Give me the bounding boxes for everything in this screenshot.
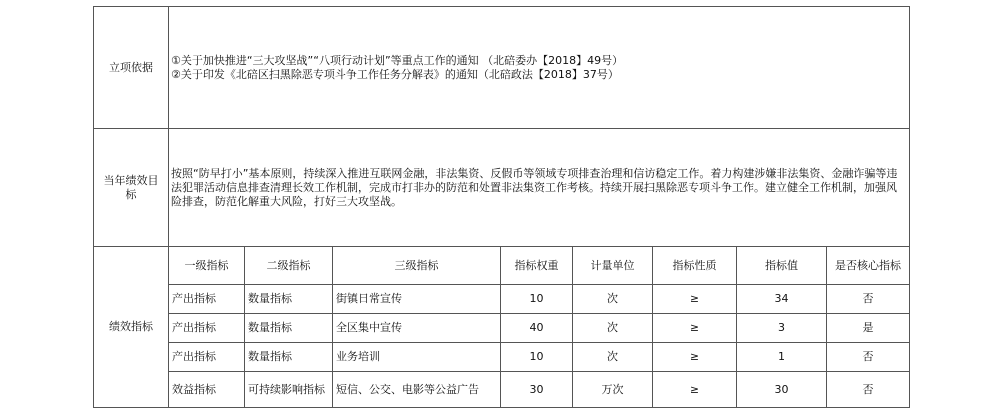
table-cell: 数量指标 xyxy=(245,314,333,343)
header-cell: 指标值 xyxy=(737,247,827,285)
table-cell: 30 xyxy=(737,372,827,408)
table-cell: 40 xyxy=(501,314,573,343)
table-cell: 万次 xyxy=(573,372,653,408)
header-cell: 是否核心指标 xyxy=(827,247,910,285)
target-content: 按照“防早打小”基本原则，持续深入推进互联网金融，非法集资、反假币等领域专项排查治理和信访稳定工作。着力构建涉嫌非法集资、金融诈骗等违法犯罪活动信息排查清理长效工作机制，完成市打非办的防范和处置非法集资工作考核。持续开展扫黑除恶专项斗争工作。建立健全工作机制，加强风险排查，防范化解重大风险，打好三大攻坚战。 xyxy=(169,129,910,247)
basis-line: ①关于加快推进“三大攻坚战”“八项行动计划”等重点工作的通知 （北碚委办【2018】49号） xyxy=(171,53,624,67)
table-cell: 34 xyxy=(737,285,827,314)
table-cell: 30 xyxy=(501,372,573,408)
table-cell: 数量指标 xyxy=(245,285,333,314)
table-cell: 产出指标 xyxy=(169,343,245,372)
target-label: 当年绩效目标 xyxy=(94,129,169,247)
table-cell: ≥ xyxy=(653,314,737,343)
table-cell: 10 xyxy=(501,343,573,372)
table-cell: 街镇日常宣传 xyxy=(333,285,501,314)
table-row xyxy=(94,372,910,408)
table-cell: 否 xyxy=(827,343,910,372)
table-cell: 业务培训 xyxy=(333,343,501,372)
basis-label: 立项依据 xyxy=(94,7,169,129)
project-form-table xyxy=(93,6,910,408)
table-cell: 产出指标 xyxy=(169,285,245,314)
table-cell: 10 xyxy=(501,285,573,314)
table-cell: 全区集中宣传 xyxy=(333,314,501,343)
basis-line: ②关于印发《北碚区扫黑除恶专项斗争工作任务分解表》的通知（北碚政法【2018】37号） xyxy=(171,67,619,81)
table-cell: 可持续影响指标 xyxy=(245,372,333,408)
table-cell: 次 xyxy=(573,285,653,314)
table-cell: 次 xyxy=(573,343,653,372)
basis-content xyxy=(169,7,910,129)
table-cell: 否 xyxy=(827,372,910,408)
table-cell: 1 xyxy=(737,343,827,372)
table-cell: ≥ xyxy=(653,285,737,314)
indicator-header-row xyxy=(94,247,910,285)
header-cell: 一级指标 xyxy=(169,247,245,285)
table-cell: 效益指标 xyxy=(169,372,245,408)
indicator-label: 绩效指标 xyxy=(94,247,169,408)
table-cell: 数量指标 xyxy=(245,343,333,372)
header-cell: 指标性质 xyxy=(653,247,737,285)
table-cell: 产出指标 xyxy=(169,314,245,343)
basis-row xyxy=(94,7,910,129)
table-row xyxy=(94,285,910,314)
table-cell: 否 xyxy=(827,285,910,314)
table-cell: 是 xyxy=(827,314,910,343)
table-row xyxy=(94,343,910,372)
table-cell: ≥ xyxy=(653,372,737,408)
header-cell: 三级指标 xyxy=(333,247,501,285)
header-cell: 指标权重 xyxy=(501,247,573,285)
table-cell: ≥ xyxy=(653,343,737,372)
table-cell: 短信、公交、电影等公益广告 xyxy=(333,372,501,408)
table-row xyxy=(94,314,910,343)
target-row xyxy=(94,129,910,247)
table-cell: 次 xyxy=(573,314,653,343)
table-cell: 3 xyxy=(737,314,827,343)
header-cell: 二级指标 xyxy=(245,247,333,285)
header-cell: 计量单位 xyxy=(573,247,653,285)
